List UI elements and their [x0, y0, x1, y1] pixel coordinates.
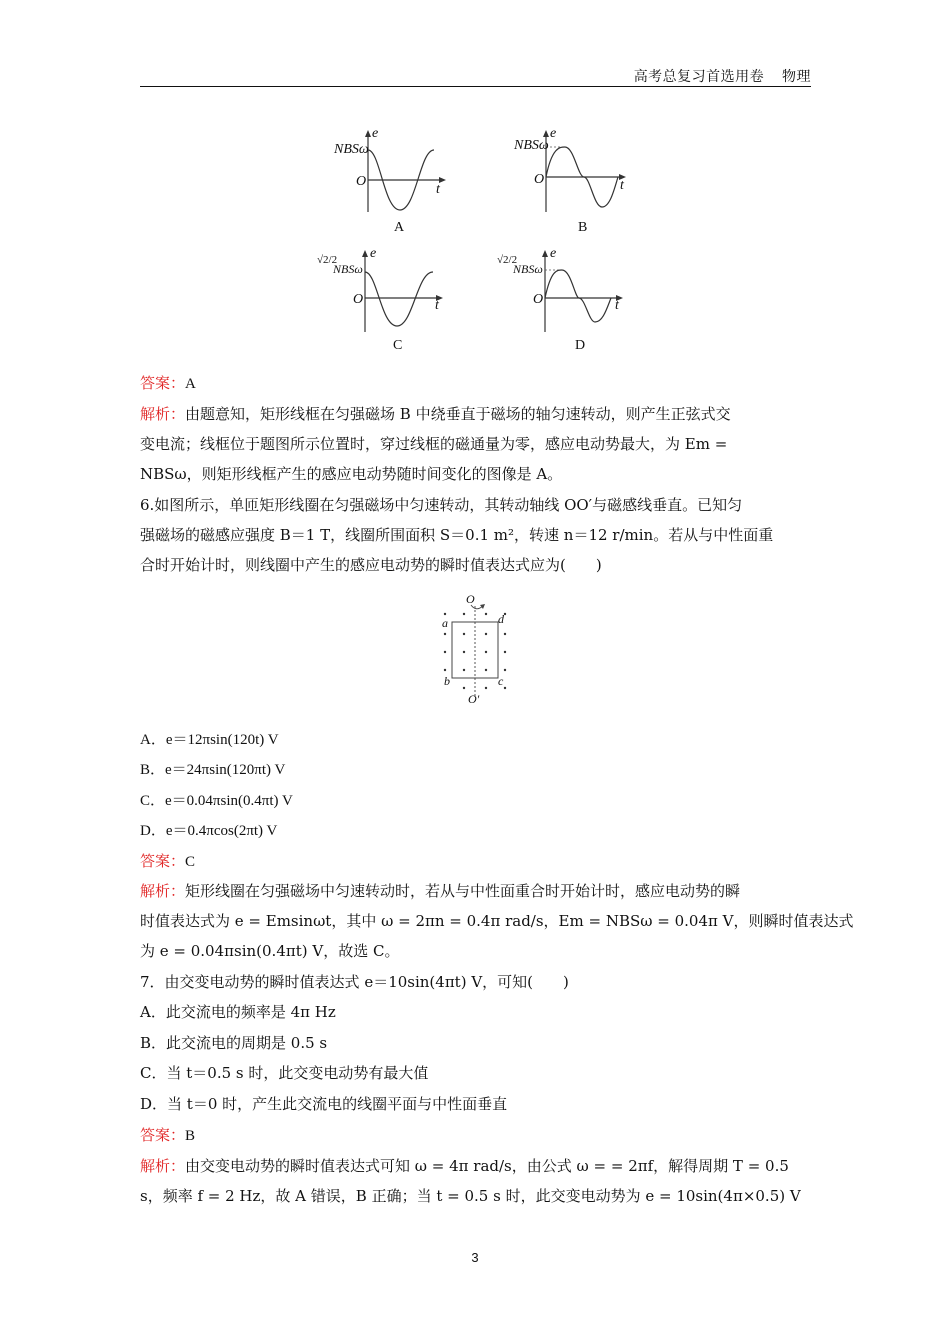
option-label: C [393, 338, 403, 353]
option-label: D [575, 338, 586, 353]
q7-analysis-line-2: s，频率 f = 2 Hz，故 A 错误，B 正确；当 t = 0.5 s 时，此交变电动势为 e = 10sin(4π×0.5) V [140, 1187, 801, 1205]
q5-analysis-line-1: 解析：由题意知，矩形线框在匀强磁场 B 中绕垂直于磁场的轴匀速转动，则产生正弦式交 [140, 405, 731, 423]
q5-analysis-line-2: 变电流；线框位于题图所示位置时，穿过线框的磁通量为零，感应电动势最大，为 Em = [140, 435, 728, 453]
q5-analysis-line-3: NBSω，则矩形线框产生的感应电动势随时间变化的图像是 A。 [140, 465, 563, 483]
subject: 物理 [782, 69, 811, 85]
q6-stem-line-3: 合时开始计时，则线圈中产生的感应电动势的瞬时值表达式应为( ) [140, 556, 602, 574]
q6-option-d: D．e＝0.4πcos(2πt) V [140, 823, 278, 839]
q7-option-c: C．当 t＝0.5 s 时，此交变电动势有最大值 [140, 1064, 429, 1082]
option-label: B [578, 220, 588, 235]
q6-stem-line-1: 6.如图所示，单匝矩形线圈在匀强磁场中匀速转动，其转动轴线 OO′与磁感线垂直。已知匀 [140, 496, 743, 514]
page-header [140, 68, 811, 87]
q6-option-a: A．e＝12πsin(120t) V [140, 732, 279, 748]
coil-figure: O O′ a b c d [438, 592, 518, 711]
rotating-coil-icon [438, 592, 518, 707]
q6-analysis-line-3: 为 e = 0.04πsin(0.4πt) V，故选 C。 [140, 942, 400, 960]
q7-analysis-line-1: 解析：由交变电动势的瞬时值表达式可知 ω = 4π rad/s，由公式 ω = = 2πf，解得周期 T = 0.5 [140, 1157, 789, 1175]
q6-analysis-line-2: 时值表达式为 e = Emsinωt，其中 ω = 2πn = 0.4π rad/s，Em = NBSω = 0.04π V，则瞬时值表达式 [140, 912, 854, 930]
q5-answer: 答案：A [140, 374, 196, 392]
graph-option-d: √2/2 NBSω e O t D [495, 250, 630, 339]
graph-option-a: NBSω e O t A [330, 130, 450, 219]
q7-option-d: D．当 t＝0 时，产生此交流电的线圈平面与中性面垂直 [140, 1095, 508, 1113]
option-label: A [394, 220, 405, 235]
q7-answer: 答案：B [140, 1126, 196, 1144]
page-number: 3 [471, 1250, 479, 1265]
q7-stem: 7．由交变电动势的瞬时值表达式 e＝10sin(4πt) V，可知( ) [140, 973, 569, 991]
q6-stem-line-2: 强磁场的磁感应强度 B＝1 T，线圈所围面积 S＝0.1 m²，转速 n＝12 r/min。若从与中性面重 [140, 526, 774, 544]
q6-analysis-line-1: 解析：矩形线圈在匀强磁场中匀速转动时，若从与中性面重合时开始计时，感应电动势的瞬 [140, 882, 741, 900]
graph-option-b: NBSω e O t B [510, 130, 630, 219]
q6-option-b: B．e＝24πsin(120πt) V [140, 762, 286, 778]
book-title: 高考总复习首选用卷 [633, 69, 765, 85]
q7-option-a: A．此交流电的频率是 4π Hz [140, 1003, 336, 1021]
q6-option-c: C．e＝0.04πsin(0.4πt) V [140, 793, 293, 809]
q6-answer: 答案：C [140, 852, 196, 870]
graph-option-c: √2/2 NBSω e O t C [315, 250, 450, 339]
q7-option-b: B．此交流电的周期是 0.5 s [140, 1034, 328, 1052]
